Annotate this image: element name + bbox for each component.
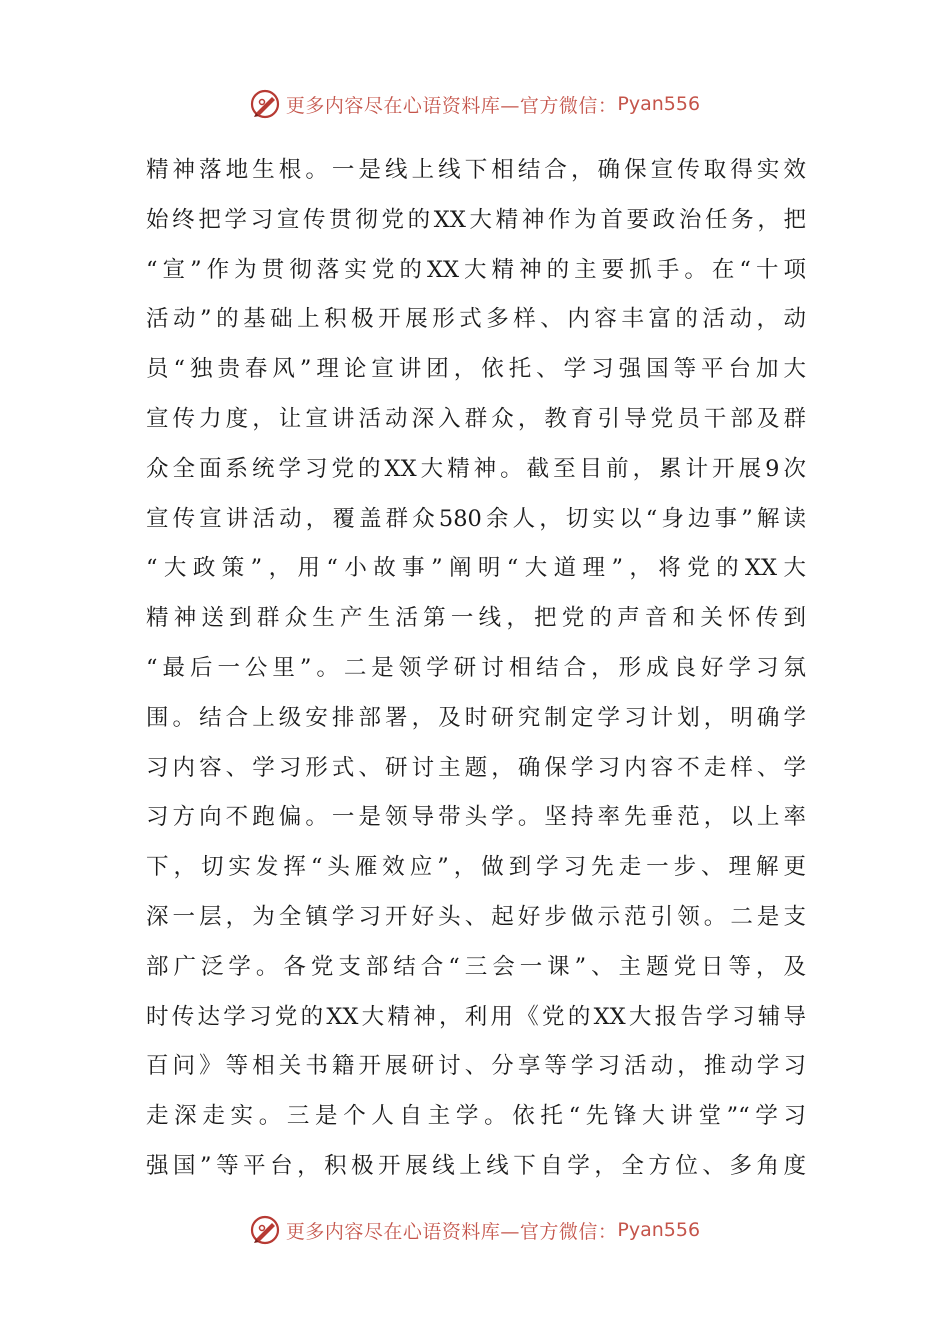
body-line: 宣传宣讲活动，覆盖群众580余人，切实以“身边事”解读 [146, 505, 806, 532]
body-line: “宣”作为贯彻落实党的XX大精神的主要抓手。在“十项 [146, 256, 806, 283]
body-line: 习内容、学习形式、研讨主题，确保学习内容不走样、学 [146, 754, 806, 781]
body-line: “最后一公里”。二是领学研讨相结合，形成良好学习氛 [146, 654, 806, 681]
body-line: 众全面系统学习党的XX大精神。截至目前，累计开展9次 [146, 455, 806, 482]
body-line: 强国”等平台，积极开展线上线下自学，全方位、多角度 [146, 1152, 806, 1179]
body-line: 百问》等相关书籍开展研讨、分享等学习活动，推动学习 [146, 1053, 806, 1080]
document-body [146, 146, 806, 1192]
header-banner [0, 84, 950, 124]
body-line: “大政策”，用“小故事”阐明“大道理”，将党的XX大 [146, 555, 806, 582]
footer-banner [0, 1210, 950, 1250]
body-line: 员“独贵春风”理论宣讲团，依托、学习强国等平台加大 [146, 356, 806, 383]
body-line: 走深走实。三是个人自主学。依托“先锋大讲堂”“学习 [146, 1103, 806, 1130]
body-line: 下，切实发挥“头雁效应”，做到学习先走一步、理解更 [146, 854, 806, 881]
footer-banner-text: 更多内容尽在心语资料库—官方微信： [285, 1220, 618, 1243]
body-line: 时传达学习党的XX大精神，利用《党的XX大报告学习辅导 [146, 1003, 806, 1030]
body-line: 宣传力度，让宣讲活动深入群众，教育引导党员干部及群 [146, 405, 806, 432]
body-line: 始终把学习宣传贯彻党的XX大精神作为首要政治任务，把 [146, 206, 806, 233]
body-line: 活动”的基础上积极开展形式多样、内容丰富的活动，动 [146, 306, 806, 333]
body-line: 精神送到群众生产生活第一线，把党的声音和关怀传到 [146, 605, 806, 632]
pen-logo-icon [250, 1215, 280, 1245]
body-line: 精神落地生根。一是线上线下相结合，确保宣传取得实效 [146, 157, 806, 183]
footer-wechat-id: Pyan556 [617, 1219, 701, 1241]
header-wechat-id: Pyan556 [617, 93, 701, 115]
body-line: 深一层，为全镇学习开好头、起好步做示范引领。二是支 [146, 903, 806, 930]
body-line: 习方向不跑偏。一是领导带头学。坚持率先垂范，以上率 [146, 804, 806, 831]
pen-logo-icon [250, 89, 280, 119]
body-line: 部广泛学。各党支部结合“三会一课”、主题党日等，及 [146, 953, 806, 980]
header-banner-text: 更多内容尽在心语资料库—官方微信： [285, 94, 618, 117]
body-line: 围。结合上级安排部署，及时研究制定学习计划，明确学 [146, 704, 806, 731]
